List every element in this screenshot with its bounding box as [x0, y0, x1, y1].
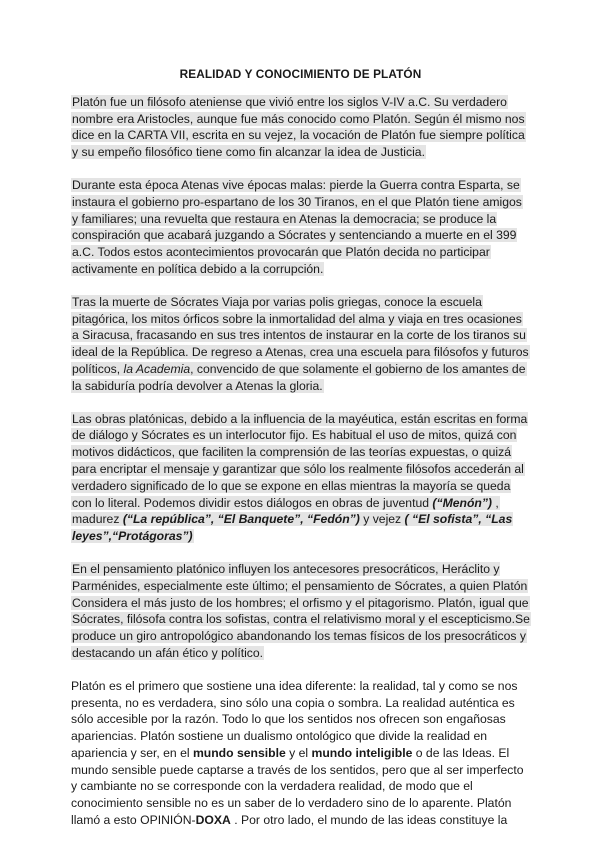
paragraph-4 [71, 411, 530, 545]
paragraph-4-highlight [71, 412, 528, 544]
paragraph-6-text-a: Platón es el primero que sostiene una idea diferente: la realidad, tal y como se nos presenta, no es verdadera, sino sólo una copia o sombra. La realidad auténtica es sólo accesible por la razón. Todo lo que los sentidos nos ofrecen son engañosas apariencias. Platón sostiene un dualismo ontológico que divide la realidad en apariencia y ser, en el [71, 678, 518, 760]
paragraph-6-text-d: . Por otro lado, el mundo de las ideas constituye la [230, 813, 508, 828]
paragraph-3-text-a: Tras la muerte de Sócrates Viaja por varias polis griegas, conoce la escuela pitagórica, los mitos órficos sobre la inmortalidad del alma y viaja en tres ocasiones a Siracusa, fracasando en sus tres intentos de instaurar en la corte de los tiranos su ideal de la República. De regreso a Atenas, crea una escuela para filósofos y futuros políticos, [72, 294, 529, 376]
paragraph-3-text-b: , convencido de que solamente el gobierno de los amantes de la sabiduría podría devolver a Atenas la gloria. [72, 361, 526, 393]
paragraph-1 [71, 94, 530, 161]
paragraph-3 [71, 294, 530, 395]
paragraph-2-text: Durante esta época Atenas vive épocas malas: pierde la Guerra contra Esparta, se instaura el gobierno pro-espartano de los 30 Tiranos, en el que Platón tiene amigos y familiares; una revuelta que restaura en Atenas la democracia; se produce la conspiración que acabará juzgando a Sócrates y sentenciando a muerte en el 399 a.C. Todos estos acontecimientos provocarán que Platón decida no participar activamente en política debido a la corrupción. [72, 177, 522, 276]
paragraph-4-text-b: , madurez [72, 495, 499, 527]
paragraph-6-text-c: o de las Ideas. El mundo sensible puede captarse a través de los sentidos, pero que al ser imperfecto y cambiante no se corresponde con la verdadera realidad, de modo que el conocimiento sensible no es un saber de lo verdadero sino de lo aparente. Platón llamó a esto OPINIÓN- [71, 745, 524, 828]
mundo-inteligible-term: mundo inteligible [311, 745, 413, 760]
paragraph-2 [71, 177, 530, 278]
works-old-age: ( “El sofista”, “Las leyes”,“Protágoras”) [72, 512, 513, 544]
paragraph-5 [71, 561, 530, 662]
paragraph-5-text: En el pensamiento platónico influyen los antecesores presocráticos, Heráclito y Parménides, especialmente este último; el pensamiento de Sócrates, a quien Platón Considera el más justo de los hombres; el orfismo y el pitagorismo. Platón, igual que Sócrates, filósofa contra los sofistas, contra el relativismo moral y el escepticismo.Se produce un giro antropológico abandonando los temas físicos de los presocráticos y destacando un afán ético y político. [72, 561, 530, 660]
academia-emphasis: la Academia [123, 361, 191, 376]
paragraph-3-highlight [71, 295, 530, 393]
paragraph-1-text: Platón fue un filósofo ateniense que vivió entre los siglos V-IV a.C. Su verdadero nombre era Aristocles, aunque fue más conocido como Platón. Según él mismo nos dice en la CARTA VII, escrita en su vejez, la vocación de Platón fue siempre política y su empeño filosófico tiene como fin alcanzar la idea de Justicia. [72, 94, 525, 160]
paragraph-6 [71, 678, 530, 829]
paragraph-4-text-c: y vejez [359, 512, 405, 527]
paragraph-4-text-a: Las obras platónicas, debido a la influencia de la mayéutica, están escritas en forma de diálogo y Sócrates es un interlocutor fijo. Es habitual el uso de mitos, quizá con motivos didácticos, que faciliten la comprensión de las teorías expuestas, o quizá para encriptar el mensaje y garantizar que sólo los realmente filósofos accederán al verdadero significado de lo que se expone en ellas mientras la mayoría se queda con lo literal. Podemos dividir estos diálogos en obras de juventud [72, 411, 528, 510]
paragraph-6-text-b: y el [285, 745, 312, 760]
mundo-sensible-term: mundo sensible [192, 745, 286, 760]
works-maturity: (“La república”, “El Banquete”, “Fedón”) [122, 512, 360, 527]
doxa-term: DOXA [195, 813, 231, 828]
works-youth: (“Menón”) [432, 495, 492, 510]
document-title: REALIDAD Y CONOCIMIENTO DE PLATÓN [179, 67, 422, 81]
